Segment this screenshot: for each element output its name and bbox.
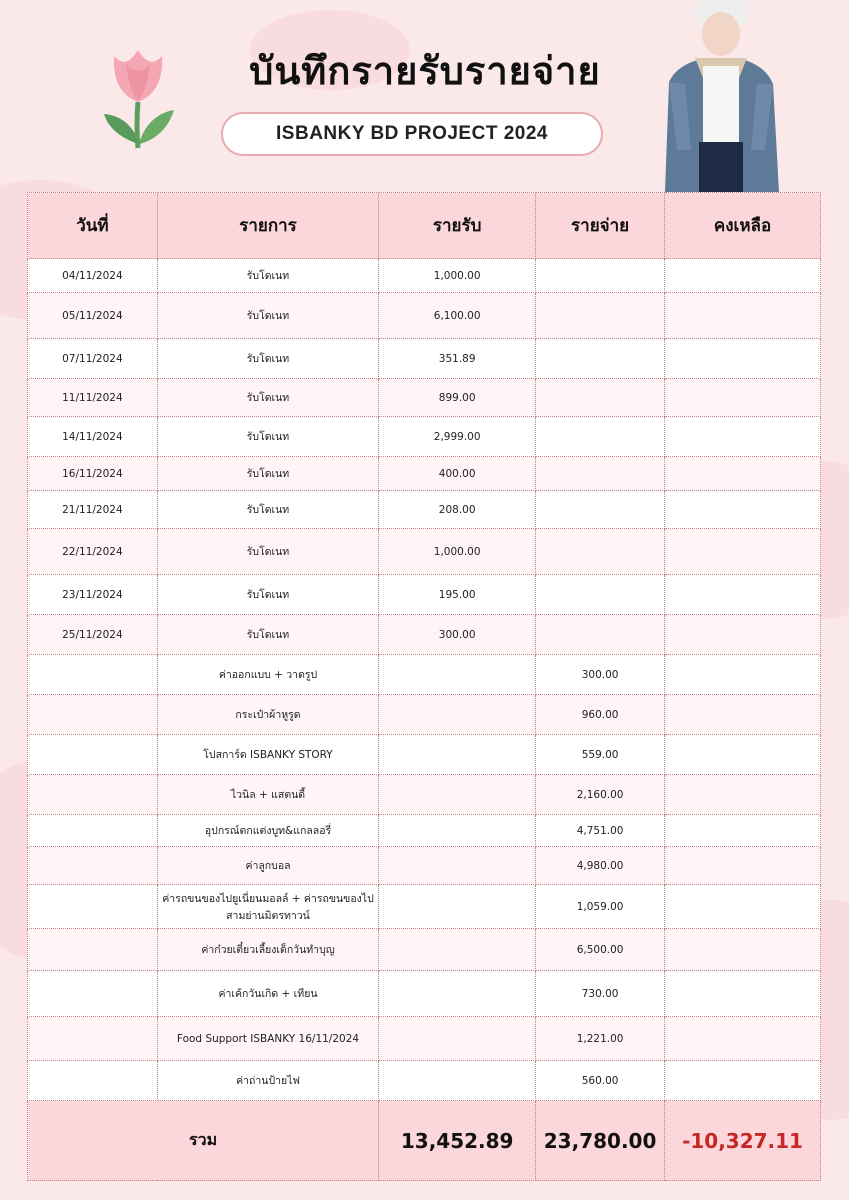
cell-balance xyxy=(665,529,821,575)
cell-expense xyxy=(536,293,665,339)
table-row xyxy=(28,847,821,885)
cell-item: Food Support ISBANKY 16/11/2024 xyxy=(157,1017,378,1061)
cell-income: 208.00 xyxy=(379,491,536,529)
cell-date xyxy=(28,929,158,971)
cell-income xyxy=(379,735,536,775)
table-row xyxy=(28,491,821,529)
cell-balance xyxy=(665,815,821,847)
cell-item: ค่าออกแบบ + วาดรูป xyxy=(157,655,378,695)
cell-balance xyxy=(665,259,821,293)
cell-balance xyxy=(665,293,821,339)
cell-income xyxy=(379,885,536,929)
cell-expense: 730.00 xyxy=(536,971,665,1017)
cell-expense: 559.00 xyxy=(536,735,665,775)
cell-income: 300.00 xyxy=(379,615,536,655)
cell-balance xyxy=(665,1017,821,1061)
cell-balance xyxy=(665,695,821,735)
cell-date: 21/11/2024 xyxy=(28,491,158,529)
table-row xyxy=(28,457,821,491)
table-row xyxy=(28,293,821,339)
cell-date: 11/11/2024 xyxy=(28,379,158,417)
cell-income xyxy=(379,847,536,885)
table-row xyxy=(28,815,821,847)
cell-income: 6,100.00 xyxy=(379,293,536,339)
cell-expense xyxy=(536,575,665,615)
cell-balance xyxy=(665,885,821,929)
total-income: 13,452.89 xyxy=(379,1101,536,1181)
cell-balance xyxy=(665,655,821,695)
cell-expense xyxy=(536,529,665,575)
cell-expense xyxy=(536,491,665,529)
table-row xyxy=(28,1061,821,1101)
cell-income xyxy=(379,775,536,815)
ledger-table xyxy=(27,192,821,1181)
table-row xyxy=(28,971,821,1017)
table-row xyxy=(28,615,821,655)
cell-date: 23/11/2024 xyxy=(28,575,158,615)
column-header-income: รายรับ xyxy=(379,193,536,259)
cell-expense: 300.00 xyxy=(536,655,665,695)
cell-expense xyxy=(536,339,665,379)
cell-item: รับโดเนท xyxy=(157,379,378,417)
cell-expense xyxy=(536,259,665,293)
table-body xyxy=(28,259,821,1101)
cell-date xyxy=(28,655,158,695)
table-row xyxy=(28,929,821,971)
column-header-date: วันที่ xyxy=(28,193,158,259)
cell-balance xyxy=(665,615,821,655)
cell-balance xyxy=(665,339,821,379)
table-row xyxy=(28,529,821,575)
table-row xyxy=(28,259,821,293)
cell-income xyxy=(379,1061,536,1101)
project-subtitle: ISBANKY BD PROJECT 2024 xyxy=(221,112,603,156)
cell-balance xyxy=(665,491,821,529)
cell-expense: 560.00 xyxy=(536,1061,665,1101)
total-label: รวม xyxy=(28,1101,379,1181)
cell-expense xyxy=(536,379,665,417)
table-row xyxy=(28,379,821,417)
table-row xyxy=(28,575,821,615)
cell-item: รับโดเนท xyxy=(157,293,378,339)
cell-expense: 960.00 xyxy=(536,695,665,735)
cell-item: รับโดเนท xyxy=(157,417,378,457)
cell-expense: 4,980.00 xyxy=(536,847,665,885)
cell-date xyxy=(28,695,158,735)
cell-income xyxy=(379,815,536,847)
cell-income: 899.00 xyxy=(379,379,536,417)
cell-expense: 6,500.00 xyxy=(536,929,665,971)
cell-item: รับโดเนท xyxy=(157,575,378,615)
cell-balance xyxy=(665,1061,821,1101)
table-row xyxy=(28,775,821,815)
cell-balance xyxy=(665,929,821,971)
cell-income xyxy=(379,695,536,735)
table-row xyxy=(28,1017,821,1061)
cell-date xyxy=(28,1017,158,1061)
cell-income: 1,000.00 xyxy=(379,259,536,293)
cell-item: อุปกรณ์ตกแต่งบูท&แกลลอรี่ xyxy=(157,815,378,847)
cell-balance xyxy=(665,379,821,417)
page-title: บันทึกรายรับรายจ่าย xyxy=(249,49,601,93)
cell-item: โปสการ์ด ISBANKY STORY xyxy=(157,735,378,775)
cell-date: 14/11/2024 xyxy=(28,417,158,457)
cell-income xyxy=(379,655,536,695)
cell-date xyxy=(28,775,158,815)
table-row xyxy=(28,735,821,775)
cell-item: ค่าลูกบอล xyxy=(157,847,378,885)
cell-income xyxy=(379,971,536,1017)
cell-date: 22/11/2024 xyxy=(28,529,158,575)
column-header-item: รายการ xyxy=(157,193,378,259)
cell-income xyxy=(379,929,536,971)
cell-item: ค่ารถขนของไปยูเนี่ยนมอลล์ + ค่ารถขนของไปสามย่านมิตรทาวน์ xyxy=(157,885,378,929)
cell-item: ค่าถ่านป้ายไฟ xyxy=(157,1061,378,1101)
cell-income: 2,999.00 xyxy=(379,417,536,457)
cell-item: ค่าเค้กวันเกิด + เทียน xyxy=(157,971,378,1017)
cell-date xyxy=(28,885,158,929)
cell-expense xyxy=(536,457,665,491)
cell-date: 16/11/2024 xyxy=(28,457,158,491)
cell-balance xyxy=(665,457,821,491)
cell-date: 07/11/2024 xyxy=(28,339,158,379)
cell-balance xyxy=(665,971,821,1017)
cell-date xyxy=(28,815,158,847)
cell-income: 195.00 xyxy=(379,575,536,615)
cell-date: 25/11/2024 xyxy=(28,615,158,655)
cell-item: รับโดเนท xyxy=(157,339,378,379)
table-row xyxy=(28,885,821,929)
cell-balance xyxy=(665,847,821,885)
cell-balance xyxy=(665,735,821,775)
cell-item: รับโดเนท xyxy=(157,259,378,293)
cell-expense: 4,751.00 xyxy=(536,815,665,847)
cell-balance xyxy=(665,775,821,815)
cell-balance xyxy=(665,417,821,457)
cell-date: 04/11/2024 xyxy=(28,259,158,293)
cell-balance xyxy=(665,575,821,615)
table-header-row xyxy=(28,193,821,259)
cell-expense xyxy=(536,615,665,655)
cell-item: กระเป๋าผ้าหูรูด xyxy=(157,695,378,735)
cell-expense: 1,059.00 xyxy=(536,885,665,929)
cell-date xyxy=(28,847,158,885)
cell-item: รับโดเนท xyxy=(157,529,378,575)
column-header-expense: รายจ่าย xyxy=(536,193,665,259)
table-row xyxy=(28,655,821,695)
cell-date xyxy=(28,971,158,1017)
table-row xyxy=(28,695,821,735)
cell-expense: 1,221.00 xyxy=(536,1017,665,1061)
total-expense: 23,780.00 xyxy=(536,1101,665,1181)
cell-expense xyxy=(536,417,665,457)
cell-item: รับโดเนท xyxy=(157,615,378,655)
cell-item: รับโดเนท xyxy=(157,491,378,529)
cell-item: รับโดเนท xyxy=(157,457,378,491)
tulip-icon xyxy=(100,44,180,154)
cell-date xyxy=(28,735,158,775)
cell-expense: 2,160.00 xyxy=(536,775,665,815)
cell-item: ไวนิล + แสตนดี้ xyxy=(157,775,378,815)
table-row xyxy=(28,417,821,457)
column-header-balance: คงเหลือ xyxy=(665,193,821,259)
total-balance: -10,327.11 xyxy=(665,1101,821,1181)
cell-income: 1,000.00 xyxy=(379,529,536,575)
cell-income: 351.89 xyxy=(379,339,536,379)
total-row xyxy=(28,1101,821,1181)
cell-date xyxy=(28,1061,158,1101)
table-row xyxy=(28,339,821,379)
cell-item: ค่าก๋วยเตี๋ยวเลี้ยงเด็กวันทำบุญ xyxy=(157,929,378,971)
cell-income xyxy=(379,1017,536,1061)
cell-income: 400.00 xyxy=(379,457,536,491)
cell-date: 05/11/2024 xyxy=(28,293,158,339)
